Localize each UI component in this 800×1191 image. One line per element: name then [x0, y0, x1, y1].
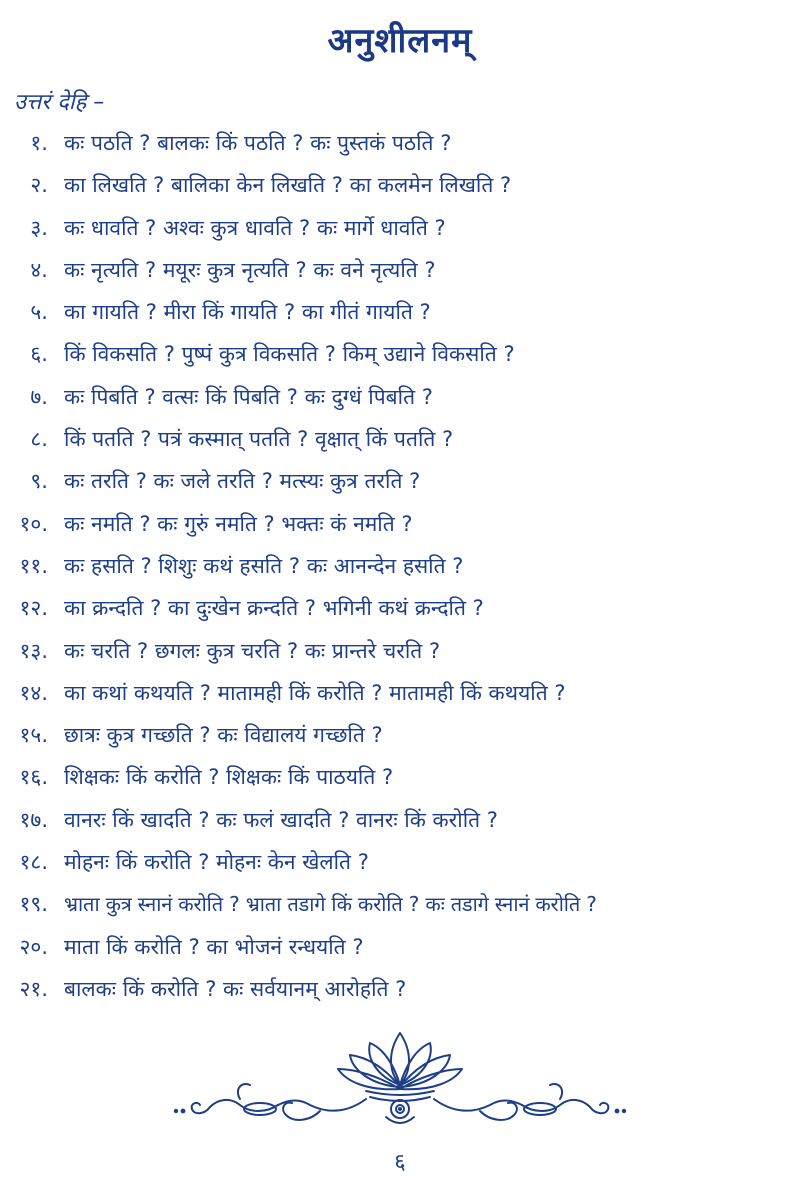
question-text: शिक्षकः किं करोति ? शिक्षकः किं पाठयति ? — [64, 765, 394, 790]
question-number: ११. — [19, 553, 48, 578]
question-text: मोहनः किं करोति ? मोहनः केन खेलति ? — [64, 850, 369, 875]
question-number: २१. — [19, 976, 48, 1001]
question-number: ५. — [30, 300, 48, 325]
question-item — [0, 714, 800, 756]
question-number: १२. — [19, 596, 48, 621]
question-item — [0, 926, 800, 968]
question-item — [0, 968, 800, 1010]
question-item — [0, 164, 800, 206]
question-text: कः नृत्यति ? मयूरः कुत्र नृत्यति ? कः वने नृत्यति ? — [64, 257, 436, 282]
question-number: १३. — [19, 638, 48, 663]
question-item — [0, 249, 800, 291]
question-number: ७. — [30, 384, 48, 409]
question-number: १७. — [19, 807, 48, 832]
question-item — [0, 630, 800, 672]
question-number: ३. — [30, 215, 48, 240]
instruction-text: उत्तरं देहि – — [14, 90, 105, 115]
question-number: १५. — [19, 723, 48, 748]
question-number: ९. — [30, 469, 48, 494]
question-text: कः नमति ? कः गुरुं नमति ? भक्तः कं नमति ? — [64, 511, 413, 536]
question-text: कः पठति ? बालकः किं पठति ? कः पुस्तकं पठति ? — [64, 131, 452, 155]
question-item — [0, 460, 800, 502]
question-number: ६. — [30, 342, 48, 367]
question-text: कः तरति ? कः जले तरति ? मत्स्यः कुत्र तरति ? — [64, 469, 421, 494]
question-text: कः पिबति ? वत्सः किं पिबति ? कः दुग्धं पिबति ? — [64, 384, 433, 409]
question-number: १८. — [19, 850, 48, 875]
page-number: ६ — [394, 1150, 406, 1175]
question-text: किं पतति ? पत्रं कस्मात् पतति ? वृक्षात् किं पतति ? — [64, 427, 454, 452]
question-number: १४. — [19, 680, 48, 705]
question-item — [0, 122, 800, 164]
question-text: वानरः किं खादति ? कः फलं खादति ? वानरः किं करोति ? — [64, 807, 498, 832]
question-number: १. — [30, 131, 48, 155]
question-text: का कथां कथयति ? मातामही किं करोति ? मातामही किं कथयति ? — [64, 680, 566, 705]
question-text: छात्रः कुत्र गच्छति ? कः विद्यालयं गच्छति ? — [64, 723, 383, 748]
question-text: बालकः किं करोति ? कः सर्वयानम् आरोहति ? — [64, 976, 407, 1001]
question-item — [0, 799, 800, 841]
question-item — [0, 207, 800, 249]
question-text: माता किं करोति ? का भोजनं रन्धयति ? — [64, 934, 364, 959]
lotus-ornament-icon — [170, 1025, 630, 1135]
question-text: का लिखति ? बालिका केन लिखति ? का कलमेन लिखति ? — [64, 173, 512, 198]
question-number: १९. — [19, 892, 48, 917]
question-text: कः धावति ? अश्वः कुत्र धावति ? कः मार्गे धावति ? — [64, 215, 446, 240]
question-text: का गायति ? मीरा किं गायति ? का गीतं गायति ? — [64, 300, 431, 325]
question-number: ४. — [30, 257, 48, 282]
question-item — [0, 503, 800, 545]
question-text: का क्रन्दति ? का दुःखेन क्रन्दति ? भगिनी कथं क्रन्दति ? — [64, 596, 484, 621]
question-number: ८. — [30, 427, 48, 452]
question-item — [0, 883, 800, 925]
question-number: २. — [30, 173, 48, 198]
question-item — [0, 841, 800, 883]
question-item — [0, 756, 800, 798]
question-item — [0, 545, 800, 587]
question-item — [0, 376, 800, 418]
question-text: कः चरति ? छगलः कुत्र चरति ? कः प्रान्तरे चरति ? — [64, 638, 441, 663]
question-item — [0, 587, 800, 629]
question-text: किं विकसति ? पुष्पं कुत्र विकसति ? किम् उद्याने विकसति ? — [64, 342, 515, 367]
question-number: १०. — [19, 511, 48, 536]
question-item — [0, 672, 800, 714]
question-item — [0, 418, 800, 460]
page-title: अनुशीलनम् — [327, 21, 473, 61]
question-text: भ्राता कुत्र स्नानं करोति ? भ्राता तडागे किं करोति ? कः तडागे स्नानं करोति ? — [64, 892, 597, 917]
question-item — [0, 291, 800, 333]
question-number: २०. — [19, 934, 48, 959]
question-list — [0, 122, 800, 1010]
question-number: १६. — [19, 765, 48, 790]
question-item — [0, 333, 800, 375]
question-text: कः हसति ? शिशुः कथं हसति ? कः आनन्देन हसति ? — [64, 553, 464, 578]
